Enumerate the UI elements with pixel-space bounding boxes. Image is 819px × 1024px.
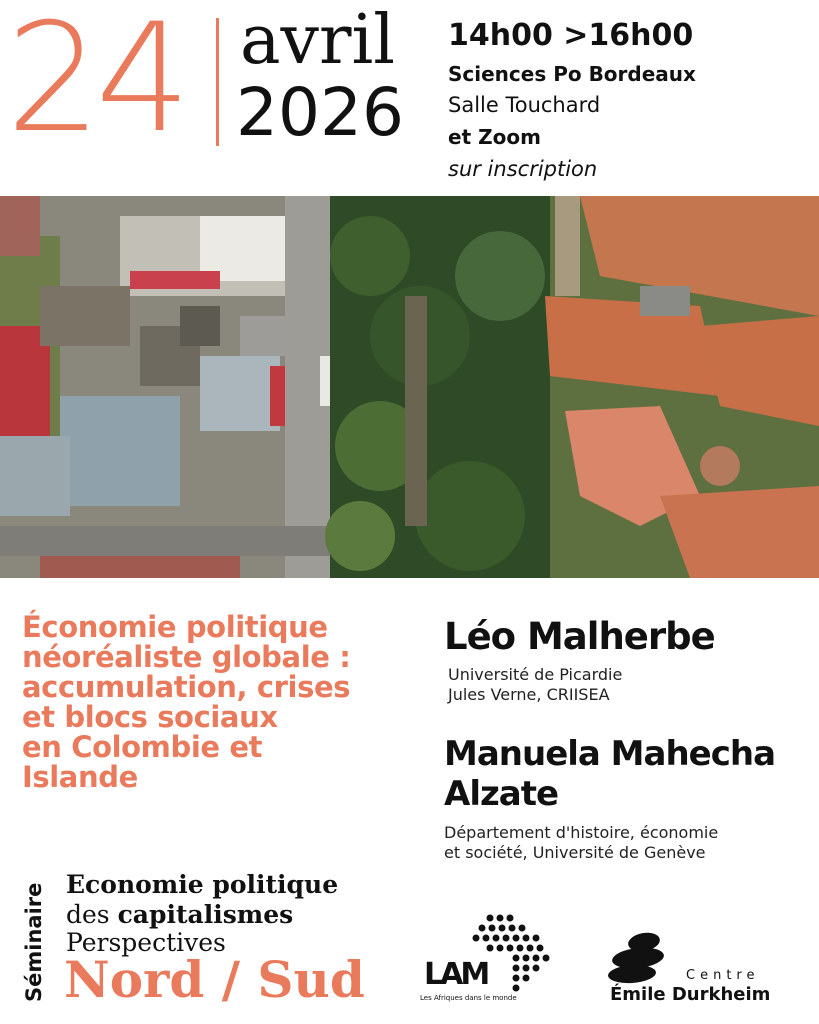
seminar-title-line-1: Economie politique <box>66 870 339 899</box>
seminar-title-line-2 <box>66 900 293 930</box>
speaker-1-affiliation-line: Université de Picardie <box>448 665 623 684</box>
event-day: 24 <box>6 0 185 166</box>
speaker-2-affiliation-line: Département d'histoire, économie <box>444 823 719 842</box>
seminar-line-2-bold: capitalismes <box>117 900 294 929</box>
event-year: 2026 <box>236 74 404 151</box>
seminar-title-line-3: Perspectives <box>66 928 226 957</box>
speaker-2-affiliation-line: et société, Université de Genève <box>444 843 706 862</box>
speaker-2-affiliation <box>444 823 814 863</box>
speaker-1-affiliation <box>448 665 778 705</box>
event-online: et Zoom <box>448 125 541 149</box>
header-divider <box>216 18 219 146</box>
talk-title <box>22 612 412 792</box>
event-venue: Sciences Po Bordeaux <box>448 62 696 86</box>
ced-logo-bottom: Émile Durkheim <box>610 984 771 1005</box>
talk-title-line: en Colombie et <box>22 730 263 764</box>
talk-title-line: accumulation, crises <box>22 670 351 704</box>
speaker-1-affiliation-line: Jules Verne, CRIISEA <box>448 685 610 704</box>
talk-title-line: Islande <box>22 760 138 794</box>
event-room: Salle Touchard <box>448 93 601 117</box>
lam-logo-text: LAM <box>424 957 488 992</box>
seminar-title-line-4: Nord / Sud <box>64 950 365 1009</box>
speaker-2-name-line: Manuela Mahecha <box>444 734 776 774</box>
seminar-vertical-label: Séminaire <box>22 882 46 1002</box>
aerial-city-photo <box>0 196 819 578</box>
talk-title-line: et blocs sociaux <box>22 700 278 734</box>
lam-logo-subtitle: Les Afriques dans le monde <box>420 994 517 1002</box>
speaker-2-name <box>444 734 814 814</box>
talk-title-line: néoréaliste globale : <box>22 640 351 674</box>
event-month: avril <box>240 1 395 80</box>
speaker-1-name: Léo Malherbe <box>444 615 715 658</box>
seminar-line-2-plain: des <box>66 900 118 929</box>
speaker-2-name-line: Alzate <box>444 774 559 814</box>
event-registration: sur inscription <box>448 157 598 181</box>
ced-logo-top: Centre <box>686 968 760 983</box>
event-time: 14h00 >16h00 <box>448 18 694 53</box>
talk-title-line: Économie politique <box>22 610 328 644</box>
